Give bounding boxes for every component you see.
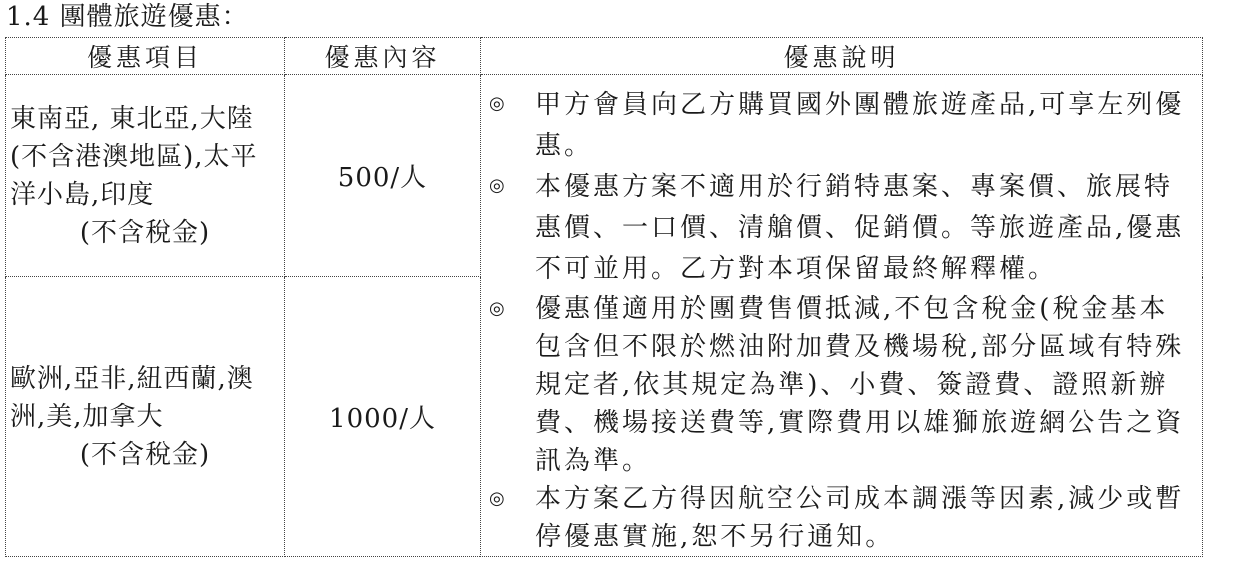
discount-item-note: (不含稅金) bbox=[79, 217, 211, 248]
discount-description-cell bbox=[481, 75, 1203, 557]
table-row bbox=[6, 75, 1203, 277]
description-text: 本方案乙方得因航空公司成本調漲等因素,減少或暫停優惠實施,恕不另行通知。 bbox=[535, 484, 1185, 552]
bullet-icon: ◎ bbox=[489, 175, 505, 196]
section-heading: 1.4 團體旅遊優惠： bbox=[6, 2, 249, 32]
group-travel-discount-table bbox=[5, 37, 1203, 557]
discount-item-cell bbox=[6, 277, 285, 557]
discount-content-cell: 1000/人 bbox=[285, 277, 481, 557]
bullet-icon: ◎ bbox=[489, 298, 505, 319]
description-bullet bbox=[485, 167, 1192, 290]
description-bullet bbox=[485, 480, 1192, 556]
table-header-row bbox=[6, 38, 1203, 75]
description-text: 本優惠方案不適用於行銷特惠案、專案價、旅展特惠價、一口價、清艙價、促銷價。等旅遊產品,優惠不可並用。乙方對本項保留最終解釋權。 bbox=[535, 172, 1185, 284]
description-text: 甲方會員向乙方購買國外團體旅遊產品,可享左列優惠。 bbox=[535, 90, 1185, 161]
bullet-icon: ◎ bbox=[489, 93, 505, 114]
header-discount-item: 優惠項目 bbox=[6, 38, 285, 75]
discount-item-regions: 歐洲,亞非,紐西蘭,澳洲,美,加拿大 bbox=[10, 363, 254, 432]
discount-item-note: (不含稅金) bbox=[79, 439, 211, 470]
description-bullet bbox=[485, 85, 1192, 167]
description-text: 優惠僅適用於團費售價抵減,不包含稅金(稅金基本包含但不限於燃油附加費及機場稅,部分區域有特殊規定者,依其規定為準)、小費、簽證費、證照新辦費、機場接送費等,實際費用以雄獅旅遊網公告之資訊為準。 bbox=[535, 294, 1185, 476]
discount-content-cell: 500/人 bbox=[285, 75, 481, 277]
discount-item-cell bbox=[6, 75, 285, 277]
discount-item-regions: 東南亞, 東北亞,大陸(不含港澳地區),太平洋小島,印度 bbox=[10, 103, 258, 210]
bullet-icon: ◎ bbox=[489, 488, 505, 509]
header-discount-description: 優惠說明 bbox=[481, 38, 1203, 75]
description-bullet bbox=[485, 290, 1192, 480]
header-discount-content: 優惠內容 bbox=[285, 38, 481, 75]
